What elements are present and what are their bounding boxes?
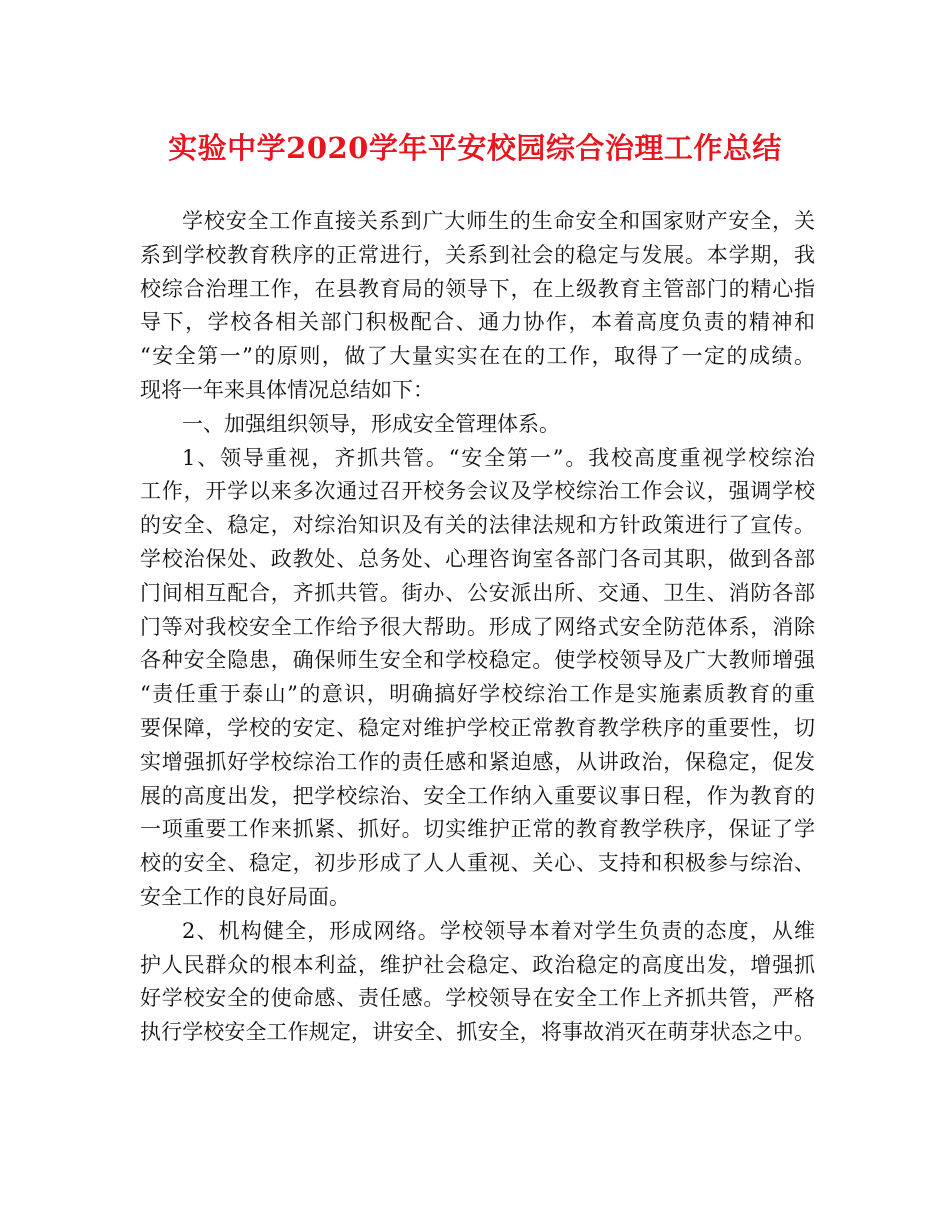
body-line: “责任重于泰山”的意识，明确搞好学校综治工作是实施素质教育的重	[140, 682, 815, 707]
body-line: 实增强抓好学校综治工作的责任感和紧迫感，从讲政治，保稳定，促发	[140, 749, 815, 774]
body-line: 的安全、稳定，对综治知识及有关的法律法规和方针政策进行了宣传。	[140, 513, 815, 538]
body-line: 工作，开学以来多次通过召开校务会议及学校综治工作会议，强调学校	[140, 479, 815, 504]
body-line: 展的高度出发，把学校综治、安全工作纳入重要议事日程，作为教育的	[140, 783, 815, 808]
body-line: 学校治保处、政教处、总务处、心理咨询室各部门各司其职，做到各部	[140, 546, 815, 571]
document-title: 实验中学2020学年平安校园综合治理工作总结	[168, 131, 782, 165]
body-line: 一项重要工作来抓紧、抓好。切实维护正常的教育教学秩序，保证了学	[140, 817, 815, 842]
body-line: 好学校安全的使命感、责任感。学校领导在安全工作上齐抓共管，严格	[140, 986, 815, 1011]
body-line: 导下，学校各相关部门积极配合、通力协作，本着高度负责的精神和	[140, 310, 815, 335]
body-line: 安全工作的良好局面。	[140, 884, 350, 909]
body-line: 护人民群众的根本利益，维护社会稳定、政治稳定的高度出发，增强抓	[140, 952, 815, 977]
body-line: 要保障，学校的安定、稳定对维护学校正常教育教学秩序的重要性，切	[140, 715, 815, 740]
body-line: 门间相互配合，齐抓共管。街办、公安派出所、交通、卫生、消防各部	[140, 580, 815, 605]
document-body	[140, 205, 815, 1050]
body-line: 一、加强组织领导，形成安全管理体系。	[182, 411, 560, 436]
body-line: 校的安全、稳定，初步形成了人人重视、关心、支持和积极参与综治、	[140, 851, 815, 876]
body-line: 校综合治理工作，在县教育局的领导下，在上级教育主管部门的精心指	[140, 276, 815, 301]
body-line: 门等对我校安全工作给予很大帮助。形成了网络式安全防范体系，消除	[140, 614, 815, 639]
body-line: 系到学校教育秩序的正常进行，关系到社会的稳定与发展。本学期，我	[140, 242, 815, 267]
body-line: 执行学校安全工作规定，讲安全、抓安全，将事故消灭在萌芽状态之中。	[140, 1020, 815, 1045]
body-line: 现将一年来具体情况总结如下：	[140, 377, 434, 402]
body-line: 2、机构健全，形成网络。学校领导本着对学生负责的态度，从维	[182, 918, 815, 943]
body-line: “安全第一”的原则，做了大量实实在在的工作，取得了一定的成绩。	[140, 344, 815, 369]
body-line: 学校安全工作直接关系到广大师生的生命安全和国家财产安全，关	[182, 209, 815, 233]
body-line: 各种安全隐患，确保师生安全和学校稳定。使学校领导及广大教师增强	[140, 648, 815, 673]
body-line: 1、领导重视，齐抓共管。“安全第一”。我校高度重视学校综治	[182, 445, 815, 470]
